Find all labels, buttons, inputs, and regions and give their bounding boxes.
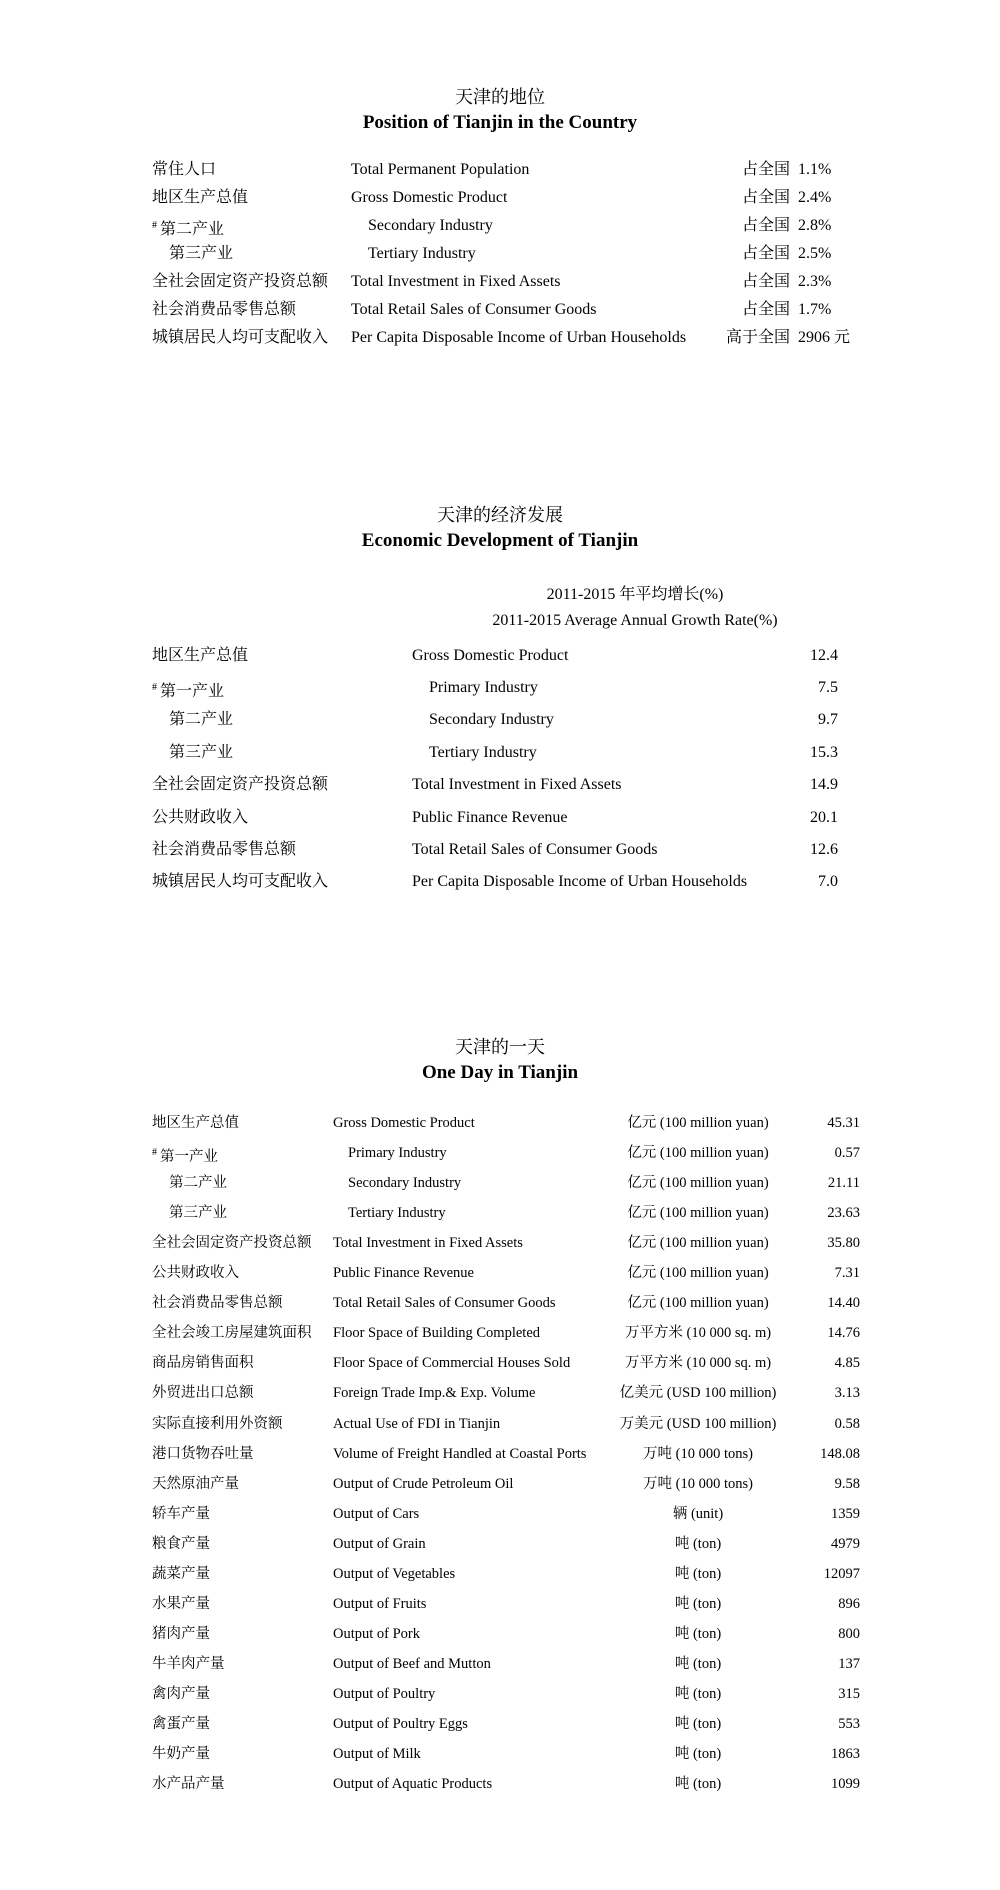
row-label-cn: 水果产量: [152, 1596, 210, 1612]
row-label-en: Total Retail Sales of Consumer Goods: [412, 841, 658, 858]
row-label-cn-text: 第一产业: [160, 683, 225, 700]
row-label-cn: 粮食产量: [152, 1536, 210, 1552]
row-value: 14.9: [810, 776, 838, 793]
table-row: [0, 1472, 1000, 1496]
table-row: [0, 1171, 1000, 1195]
row-label-en: Gross Domestic Product: [412, 647, 569, 664]
row-value: 15.3: [810, 744, 838, 761]
row-unit: 吨 (ton): [674, 1596, 722, 1612]
row-label-en: Per Capita Disposable Income of Urban Households: [412, 873, 748, 890]
table-row: [0, 644, 1000, 668]
table-row: [0, 1412, 1000, 1436]
row-unit: 吨 (ton): [674, 1566, 722, 1582]
row-label-en: Gross Domestic Product: [351, 189, 508, 206]
footnote-mark: #: [152, 682, 157, 693]
row-value: 2.5%: [798, 245, 832, 262]
table-row: [0, 1111, 1000, 1135]
row-label-en: Tertiary Industry: [368, 245, 476, 262]
development-title-en: Economic Development of Tianjin: [361, 530, 639, 551]
row-relation: 占全国: [741, 301, 790, 318]
table-row: [0, 1291, 1000, 1315]
position-title-cn: 天津的地位: [455, 87, 545, 107]
position-title: [0, 84, 1000, 136]
row-label-en: Tertiary Industry: [429, 744, 537, 761]
table-row: [0, 1261, 1000, 1285]
table-row: [0, 1231, 1000, 1255]
row-label-en: Total Investment in Fixed Assets: [351, 273, 561, 290]
row-unit: 吨 (ton): [674, 1626, 722, 1642]
row-value: 12097: [823, 1566, 860, 1582]
row-value: 4.85: [834, 1355, 860, 1371]
row-value: 12.6: [810, 841, 838, 858]
table-row: [0, 186, 1000, 210]
row-value: 0.58: [834, 1416, 860, 1432]
row-unit: 万吨 (10 000 tons): [643, 1476, 753, 1492]
row-unit: 亿元 (100 million yuan): [627, 1115, 769, 1131]
row-label-en: Total Retail Sales of Consumer Goods: [351, 301, 597, 318]
row-unit: 吨 (ton): [674, 1746, 722, 1762]
row-value: 2.4%: [798, 189, 832, 206]
table-row: [0, 676, 1000, 700]
row-unit: 吨 (ton): [674, 1716, 722, 1732]
row-value: 1359: [831, 1506, 860, 1522]
table-row: [0, 214, 1000, 238]
development-col-head-cn: 2011-2015 年平均增长(%): [546, 586, 724, 603]
row-label-en: Primary Industry: [429, 679, 538, 696]
row-label-en: Output of Milk: [333, 1746, 421, 1762]
development-column-header: [135, 582, 1000, 634]
row-relation: 占全国: [741, 273, 790, 290]
oneday-title: [0, 1034, 1000, 1086]
row-label-cn: 第三产业: [169, 1205, 227, 1221]
row-label-en: Gross Domestic Product: [333, 1115, 475, 1131]
row-relation: 占全国: [741, 217, 790, 234]
table-row: [0, 1201, 1000, 1225]
table-row: [0, 1442, 1000, 1466]
row-label-en: Output of Vegetables: [333, 1566, 456, 1582]
row-label-en: Output of Poultry Eggs: [333, 1716, 468, 1732]
row-value: 7.0: [818, 873, 838, 890]
row-unit: 辆 (unit): [672, 1506, 724, 1522]
row-value: 148.08: [820, 1446, 860, 1462]
row-label-cn: 第二产业: [169, 711, 234, 728]
table-row: [0, 1772, 1000, 1796]
row-label-en: Primary Industry: [348, 1145, 447, 1161]
row-label-cn: 社会消费品零售总额: [152, 301, 297, 318]
table-row: [0, 1321, 1000, 1345]
row-label-en: Output of Crude Petroleum Oil: [333, 1476, 514, 1492]
row-label-en: Actual Use of FDI in Tianjin: [333, 1416, 501, 1432]
row-label-cn: 轿车产量: [152, 1506, 210, 1522]
row-value: 12.4: [810, 647, 838, 664]
table-row: [0, 1532, 1000, 1556]
row-relation: 占全国: [741, 245, 790, 262]
row-value: 800: [838, 1626, 860, 1642]
row-value: 553: [838, 1716, 860, 1732]
table-row: [0, 1381, 1000, 1405]
row-label-cn: 第三产业: [169, 744, 234, 761]
footnote-mark: #: [152, 1147, 157, 1158]
table-row: [0, 806, 1000, 830]
row-label-cn-text: 第一产业: [160, 1149, 218, 1165]
row-label-en: Floor Space of Commercial Houses Sold: [333, 1355, 571, 1371]
row-label-en: Public Finance Revenue: [412, 809, 568, 826]
row-label-cn: 牛羊肉产量: [152, 1656, 225, 1672]
position-title-en: Position of Tianjin in the Country: [362, 112, 638, 133]
row-label-cn: 禽蛋产量: [152, 1716, 210, 1732]
row-label-cn: 全社会竣工房屋建筑面积: [152, 1325, 312, 1341]
footnote-mark: #: [152, 220, 157, 231]
row-label-en: Total Investment in Fixed Assets: [412, 776, 622, 793]
row-value: 137: [838, 1656, 860, 1672]
row-value: 1.1%: [798, 161, 832, 178]
row-value: 7.31: [834, 1265, 860, 1281]
row-relation: 占全国: [741, 161, 790, 178]
row-value: 2906 元: [798, 329, 851, 346]
table-row: [0, 1622, 1000, 1646]
table-row: [0, 1502, 1000, 1526]
row-label-cn: 地区生产总值: [152, 647, 249, 664]
row-value: 21.11: [827, 1175, 860, 1191]
row-value: 23.63: [827, 1205, 860, 1221]
row-unit: 吨 (ton): [674, 1686, 722, 1702]
row-value: 315: [838, 1686, 860, 1702]
row-label-cn: 商品房销售面积: [152, 1355, 254, 1371]
row-label-en: Total Retail Sales of Consumer Goods: [333, 1295, 556, 1311]
row-value: 0.57: [834, 1145, 860, 1161]
row-label-cn: 蔬菜产量: [152, 1566, 210, 1582]
row-label-cn: 地区生产总值: [152, 189, 249, 206]
row-label-en: Output of Aquatic Products: [333, 1776, 493, 1792]
table-row: [0, 870, 1000, 894]
row-value: 7.5: [818, 679, 838, 696]
row-label-cn: 外贸进出口总额: [152, 1385, 254, 1401]
row-unit: 吨 (ton): [674, 1536, 722, 1552]
row-value: 4979: [831, 1536, 860, 1552]
row-unit: 亿元 (100 million yuan): [627, 1145, 769, 1161]
row-value: 14.40: [827, 1295, 860, 1311]
row-label-cn: 社会消费品零售总额: [152, 1295, 283, 1311]
row-unit: 万平方米 (10 000 sq. m): [624, 1325, 772, 1341]
development-title: [0, 502, 1000, 554]
row-unit: 吨 (ton): [674, 1656, 722, 1672]
table-row: [0, 773, 1000, 797]
row-label-cn: 公共财政收入: [152, 1265, 239, 1281]
row-label-en: Output of Fruits: [333, 1596, 427, 1612]
row-label-en: Volume of Freight Handled at Coastal Ports: [333, 1446, 587, 1462]
row-label-cn: 地区生产总值: [152, 1115, 239, 1131]
row-value: 1.7%: [798, 301, 832, 318]
table-row: [0, 1592, 1000, 1616]
row-label-cn: 牛奶产量: [152, 1746, 210, 1762]
row-unit: 亿元 (100 million yuan): [627, 1295, 769, 1311]
table-row: [0, 1351, 1000, 1375]
row-label-en: Output of Beef and Mutton: [333, 1656, 491, 1672]
row-label-cn: 城镇居民人均可支配收入: [152, 329, 329, 346]
row-value: 1863: [831, 1746, 860, 1762]
row-unit: 亿元 (100 million yuan): [627, 1265, 769, 1281]
table-row: [0, 1712, 1000, 1736]
table-row: [0, 1682, 1000, 1706]
row-label-cn: 实际直接利用外资额: [152, 1416, 283, 1432]
row-unit: 亿美元 (USD 100 million): [619, 1385, 777, 1401]
row-relation: 高于全国: [725, 329, 790, 346]
row-label-en: Output of Cars: [333, 1506, 420, 1522]
row-label-cn: 全社会固定资产投资总额: [152, 1235, 312, 1251]
row-label-cn: 猪肉产量: [152, 1626, 210, 1642]
row-unit: 亿元 (100 million yuan): [627, 1205, 769, 1221]
row-label-cn: 全社会固定资产投资总额: [152, 776, 329, 793]
table-row: [0, 326, 1000, 350]
row-label-cn: 常住人口: [152, 161, 217, 178]
row-unit: 亿元 (100 million yuan): [627, 1235, 769, 1251]
row-label-en: Output of Poultry: [333, 1686, 436, 1702]
row-label-cn: 水产品产量: [152, 1776, 225, 1792]
row-value: 45.31: [827, 1115, 860, 1131]
table-row: [0, 741, 1000, 765]
row-value: 9.7: [818, 711, 838, 728]
row-label-en: Secondary Industry: [429, 711, 554, 728]
row-value: 9.58: [834, 1476, 860, 1492]
row-unit: 亿元 (100 million yuan): [627, 1175, 769, 1191]
development-title-cn: 天津的经济发展: [437, 505, 563, 525]
table-row: [0, 158, 1000, 182]
table-row: [0, 1652, 1000, 1676]
row-label-en: Public Finance Revenue: [333, 1265, 474, 1281]
row-label-en: Per Capita Disposable Income of Urban Households: [351, 329, 687, 346]
row-label-en: Secondary Industry: [368, 217, 493, 234]
row-label-cn: 禽肉产量: [152, 1686, 210, 1702]
table-row: [0, 298, 1000, 322]
table-row: [0, 242, 1000, 266]
row-label-cn: [152, 676, 224, 704]
table-row: [0, 270, 1000, 294]
row-label-en: Tertiary Industry: [348, 1205, 446, 1221]
row-label-cn: 港口货物吞吐量: [152, 1446, 254, 1462]
row-value: 896: [838, 1596, 860, 1612]
row-unit: 万吨 (10 000 tons): [643, 1446, 753, 1462]
row-unit: 吨 (ton): [674, 1776, 722, 1792]
row-value: 2.8%: [798, 217, 832, 234]
table-row: [0, 1562, 1000, 1586]
row-label-en: Output of Grain: [333, 1536, 426, 1552]
table-row: [0, 708, 1000, 732]
row-value: 35.80: [827, 1235, 860, 1251]
oneday-title-en: One Day in Tianjin: [421, 1062, 579, 1083]
row-label-en: Foreign Trade Imp.& Exp. Volume: [333, 1385, 536, 1401]
row-label-en: Secondary Industry: [348, 1175, 462, 1191]
row-label-cn: [152, 214, 224, 242]
row-label-cn: 公共财政收入: [152, 809, 249, 826]
row-label-cn: 第二产业: [169, 1175, 227, 1191]
table-row: [0, 838, 1000, 862]
row-value: 20.1: [810, 809, 838, 826]
row-label-cn: [152, 1141, 218, 1169]
row-label-en: Output of Pork: [333, 1626, 420, 1642]
row-label-en: Floor Space of Building Completed: [333, 1325, 541, 1341]
row-unit: 万平方米 (10 000 sq. m): [624, 1355, 772, 1371]
oneday-title-cn: 天津的一天: [455, 1037, 545, 1057]
row-label-cn-text: 第二产业: [160, 221, 225, 238]
table-row: [0, 1141, 1000, 1165]
row-unit: 万美元 (USD 100 million): [619, 1416, 777, 1432]
row-value: 2.3%: [798, 273, 832, 290]
row-label-en: Total Permanent Population: [351, 161, 530, 178]
row-label-cn: 天然原油产量: [152, 1476, 239, 1492]
row-label-cn: 城镇居民人均可支配收入: [152, 873, 329, 890]
table-row: [0, 1742, 1000, 1766]
row-relation: 占全国: [741, 189, 790, 206]
row-label-en: Total Investment in Fixed Assets: [333, 1235, 523, 1251]
row-label-cn: 第三产业: [169, 245, 234, 262]
row-value: 1099: [831, 1776, 860, 1792]
row-label-cn: 社会消费品零售总额: [152, 841, 297, 858]
row-value: 14.76: [827, 1325, 860, 1341]
development-col-head-en: 2011-2015 Average Annual Growth Rate(%): [492, 612, 778, 629]
row-label-cn: 全社会固定资产投资总额: [152, 273, 329, 290]
row-value: 3.13: [834, 1385, 860, 1401]
